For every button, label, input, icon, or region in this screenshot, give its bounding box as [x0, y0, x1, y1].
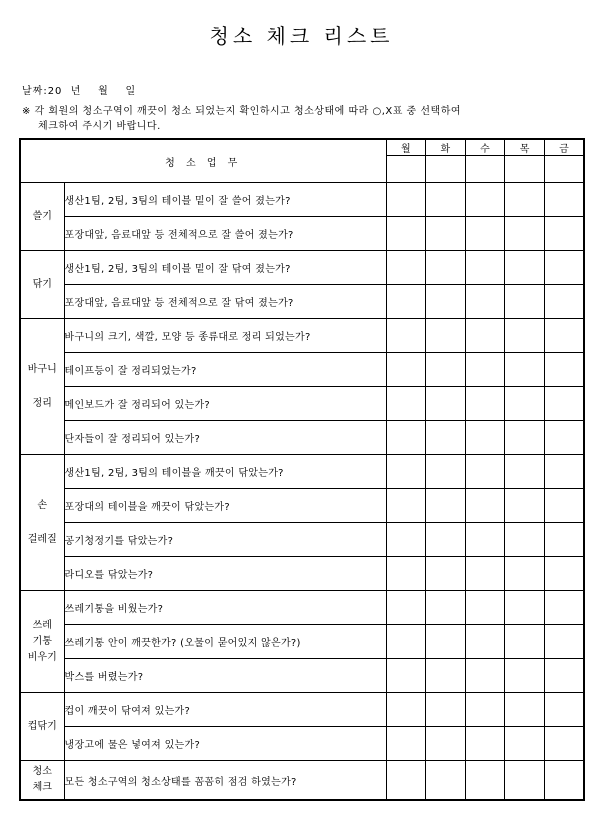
check-box-cell[interactable] — [386, 761, 426, 801]
category-label: 비우기 — [27, 651, 57, 663]
check-box-cell[interactable] — [465, 659, 505, 693]
task-text: 박스를 버렸는가? — [64, 659, 386, 693]
category-cell — [20, 455, 64, 591]
category-cell — [20, 183, 64, 251]
task-row — [20, 625, 584, 659]
check-box-cell[interactable] — [544, 455, 584, 489]
check-box-cell[interactable] — [465, 387, 505, 421]
task-row — [20, 251, 584, 285]
task-text: 냉장고에 물은 넣여져 있는가? — [64, 727, 386, 761]
check-box-cell[interactable] — [426, 217, 466, 251]
task-row — [20, 557, 584, 591]
date-line: 날짜:20 년 월 일 — [22, 86, 137, 97]
task-row — [20, 455, 584, 489]
task-text: 쓰레기통 안이 깨끗한가? (오물이 묻어있지 않은가?) — [64, 625, 386, 659]
check-box-cell[interactable] — [426, 557, 466, 591]
check-box-cell[interactable] — [505, 591, 545, 625]
check-box-cell[interactable] — [426, 455, 466, 489]
check-box-cell[interactable] — [426, 319, 466, 353]
check-box-cell[interactable] — [465, 693, 505, 727]
day-header: 화 — [426, 139, 466, 156]
check-box-cell[interactable] — [386, 217, 426, 251]
task-row — [20, 693, 584, 727]
check-box-cell[interactable] — [505, 387, 545, 421]
task-text: 포장대앞, 음료대앞 등 전체적으로 잘 닦여 졌는가? — [64, 285, 386, 319]
page-title: 청소 체크 리스트 — [209, 24, 394, 48]
header-row — [20, 139, 584, 156]
check-box-cell[interactable] — [544, 489, 584, 523]
task-row — [20, 319, 584, 353]
check-box-cell[interactable] — [505, 421, 545, 455]
check-box-cell[interactable] — [505, 319, 545, 353]
check-box-cell[interactable] — [505, 727, 545, 761]
task-text: 쓰레기통을 비웠는가? — [64, 591, 386, 625]
check-box-cell[interactable] — [426, 659, 466, 693]
day-header-blank — [505, 156, 545, 183]
category-label: 바구니 — [27, 363, 57, 375]
category-label: 컵닦기 — [27, 720, 57, 732]
check-box-cell[interactable] — [505, 183, 545, 217]
check-box-cell[interactable] — [544, 523, 584, 557]
check-box-cell[interactable] — [426, 727, 466, 761]
task-text: 공기청정기를 닦았는가? — [64, 523, 386, 557]
check-box-cell[interactable] — [426, 693, 466, 727]
check-box-cell[interactable] — [386, 455, 426, 489]
task-row — [20, 591, 584, 625]
category-label: 청소 — [32, 766, 52, 777]
category-label: 쓸기 — [32, 210, 52, 222]
task-text: 테이프등이 잘 정리되었는가? — [64, 353, 386, 387]
check-box-cell[interactable] — [544, 659, 584, 693]
task-row — [20, 761, 584, 801]
check-box-cell[interactable] — [544, 693, 584, 727]
check-box-cell[interactable] — [465, 183, 505, 217]
check-box-cell[interactable] — [465, 319, 505, 353]
check-box-cell[interactable] — [386, 625, 426, 659]
task-text: 생산1팀, 2팀, 3팀의 테이블 밑이 잘 쓸어 졌는가? — [64, 183, 386, 217]
check-box-cell[interactable] — [426, 421, 466, 455]
check-box-cell[interactable] — [426, 625, 466, 659]
category-cell — [20, 693, 64, 761]
check-box-cell[interactable] — [505, 455, 545, 489]
task-row — [20, 421, 584, 455]
check-box-cell[interactable] — [386, 387, 426, 421]
check-box-cell[interactable] — [386, 523, 426, 557]
check-box-cell[interactable] — [544, 625, 584, 659]
category-cell — [20, 761, 64, 801]
check-box-cell[interactable] — [505, 217, 545, 251]
task-text: 생산1팀, 2팀, 3팀의 테이블을 깨끗이 닦았는가? — [64, 455, 386, 489]
check-box-cell[interactable] — [465, 285, 505, 319]
check-box-cell[interactable] — [505, 251, 545, 285]
category-label: 걸레질 — [27, 533, 57, 545]
instruction-line-1: ※ 각 회원의 청소구역이 깨끗이 청소 되었는지 확인하시고 청소상태에 따라 ○,Ⅹ표 중 선택하여 — [22, 106, 462, 117]
check-box-cell[interactable] — [465, 251, 505, 285]
check-box-cell[interactable] — [465, 625, 505, 659]
task-row — [20, 489, 584, 523]
check-box-cell[interactable] — [505, 523, 545, 557]
check-box-cell[interactable] — [505, 285, 545, 319]
check-box-cell[interactable] — [386, 251, 426, 285]
check-box-cell[interactable] — [386, 591, 426, 625]
check-box-cell[interactable] — [505, 353, 545, 387]
check-box-cell[interactable] — [465, 489, 505, 523]
category-cell — [20, 591, 64, 693]
check-box-cell[interactable] — [465, 421, 505, 455]
check-box-cell[interactable] — [426, 591, 466, 625]
check-box-cell[interactable] — [465, 353, 505, 387]
instruction-note — [22, 104, 592, 134]
check-box-cell[interactable] — [544, 183, 584, 217]
check-box-cell[interactable] — [426, 523, 466, 557]
check-box-cell[interactable] — [465, 523, 505, 557]
check-box-cell[interactable] — [544, 727, 584, 761]
day-header: 월 — [386, 139, 426, 156]
day-header-blank — [386, 156, 426, 183]
task-row — [20, 217, 584, 251]
day-header: 수 — [465, 139, 505, 156]
task-text: 단자들이 잘 정리되어 있는가? — [64, 421, 386, 455]
day-header-blank — [426, 156, 466, 183]
category-cell — [20, 251, 64, 319]
check-box-cell[interactable] — [386, 183, 426, 217]
check-box-cell[interactable] — [544, 761, 584, 801]
check-box-cell[interactable] — [544, 217, 584, 251]
check-box-cell[interactable] — [544, 387, 584, 421]
task-row — [20, 387, 584, 421]
check-box-cell[interactable] — [465, 455, 505, 489]
task-row — [20, 727, 584, 761]
category-label: 체크 — [32, 782, 52, 793]
check-box-cell[interactable] — [386, 727, 426, 761]
check-box-cell[interactable] — [386, 353, 426, 387]
check-box-cell[interactable] — [426, 761, 466, 801]
check-box-cell[interactable] — [426, 285, 466, 319]
check-box-cell[interactable] — [505, 625, 545, 659]
task-text: 라디오를 닦았는가? — [64, 557, 386, 591]
check-box-cell[interactable] — [465, 217, 505, 251]
day-header: 목 — [505, 139, 545, 156]
check-box-cell[interactable] — [465, 761, 505, 801]
instruction-line-2: 체크하여 주시기 바랍니다. — [38, 121, 161, 132]
category-label: 닦기 — [32, 278, 52, 290]
check-box-cell[interactable] — [544, 285, 584, 319]
check-box-cell[interactable] — [465, 591, 505, 625]
check-box-cell[interactable] — [465, 727, 505, 761]
category-label: 정리 — [32, 397, 52, 409]
task-row — [20, 353, 584, 387]
task-text: 바구니의 크기, 색깔, 모양 등 종류대로 정리 되었는가? — [64, 319, 386, 353]
check-box-cell[interactable] — [426, 353, 466, 387]
check-box-cell[interactable] — [386, 557, 426, 591]
check-box-cell[interactable] — [544, 591, 584, 625]
category-label: 쓰레 — [32, 619, 52, 631]
checklist-table — [19, 138, 585, 801]
check-box-cell[interactable] — [505, 761, 545, 801]
task-text: 포장대의 테이블을 깨끗이 닦았는가? — [64, 489, 386, 523]
check-box-cell[interactable] — [386, 693, 426, 727]
check-box-cell[interactable] — [544, 319, 584, 353]
check-box-cell[interactable] — [386, 319, 426, 353]
check-box-cell[interactable] — [426, 183, 466, 217]
check-box-cell[interactable] — [386, 421, 426, 455]
check-box-cell[interactable] — [544, 353, 584, 387]
day-header: 금 — [544, 139, 584, 156]
task-row — [20, 285, 584, 319]
category-label: 기통 — [32, 635, 52, 647]
check-box-cell[interactable] — [386, 285, 426, 319]
day-header-blank — [544, 156, 584, 183]
check-box-cell[interactable] — [426, 251, 466, 285]
check-box-cell[interactable] — [426, 489, 466, 523]
task-text: 생산1팀, 2팀, 3팀의 테이블 밑이 잘 닦여 졌는가? — [64, 251, 386, 285]
check-box-cell[interactable] — [426, 387, 466, 421]
task-row — [20, 183, 584, 217]
check-box-cell[interactable] — [505, 659, 545, 693]
check-box-cell[interactable] — [544, 251, 584, 285]
task-row — [20, 659, 584, 693]
check-box-cell[interactable] — [505, 489, 545, 523]
category-label: 손 — [37, 499, 48, 511]
check-box-cell[interactable] — [386, 489, 426, 523]
category-cell — [20, 319, 64, 455]
check-box-cell[interactable] — [465, 557, 505, 591]
check-box-cell[interactable] — [386, 659, 426, 693]
check-box-cell[interactable] — [544, 421, 584, 455]
task-text: 메인보드가 잘 정리되어 있는가? — [64, 387, 386, 421]
task-row — [20, 523, 584, 557]
task-text: 컵이 깨끗이 닦여져 있는가? — [64, 693, 386, 727]
check-box-cell[interactable] — [544, 557, 584, 591]
task-column-header: 청 소 업 무 — [20, 139, 386, 183]
day-header-blank — [465, 156, 505, 183]
task-text: 모든 청소구역의 청소상태를 꼼꼼히 점검 하였는가? — [64, 761, 386, 801]
check-box-cell[interactable] — [505, 693, 545, 727]
check-box-cell[interactable] — [505, 557, 545, 591]
task-text: 포장대앞, 음료대앞 등 전체적으로 잘 쓸어 졌는가? — [64, 217, 386, 251]
